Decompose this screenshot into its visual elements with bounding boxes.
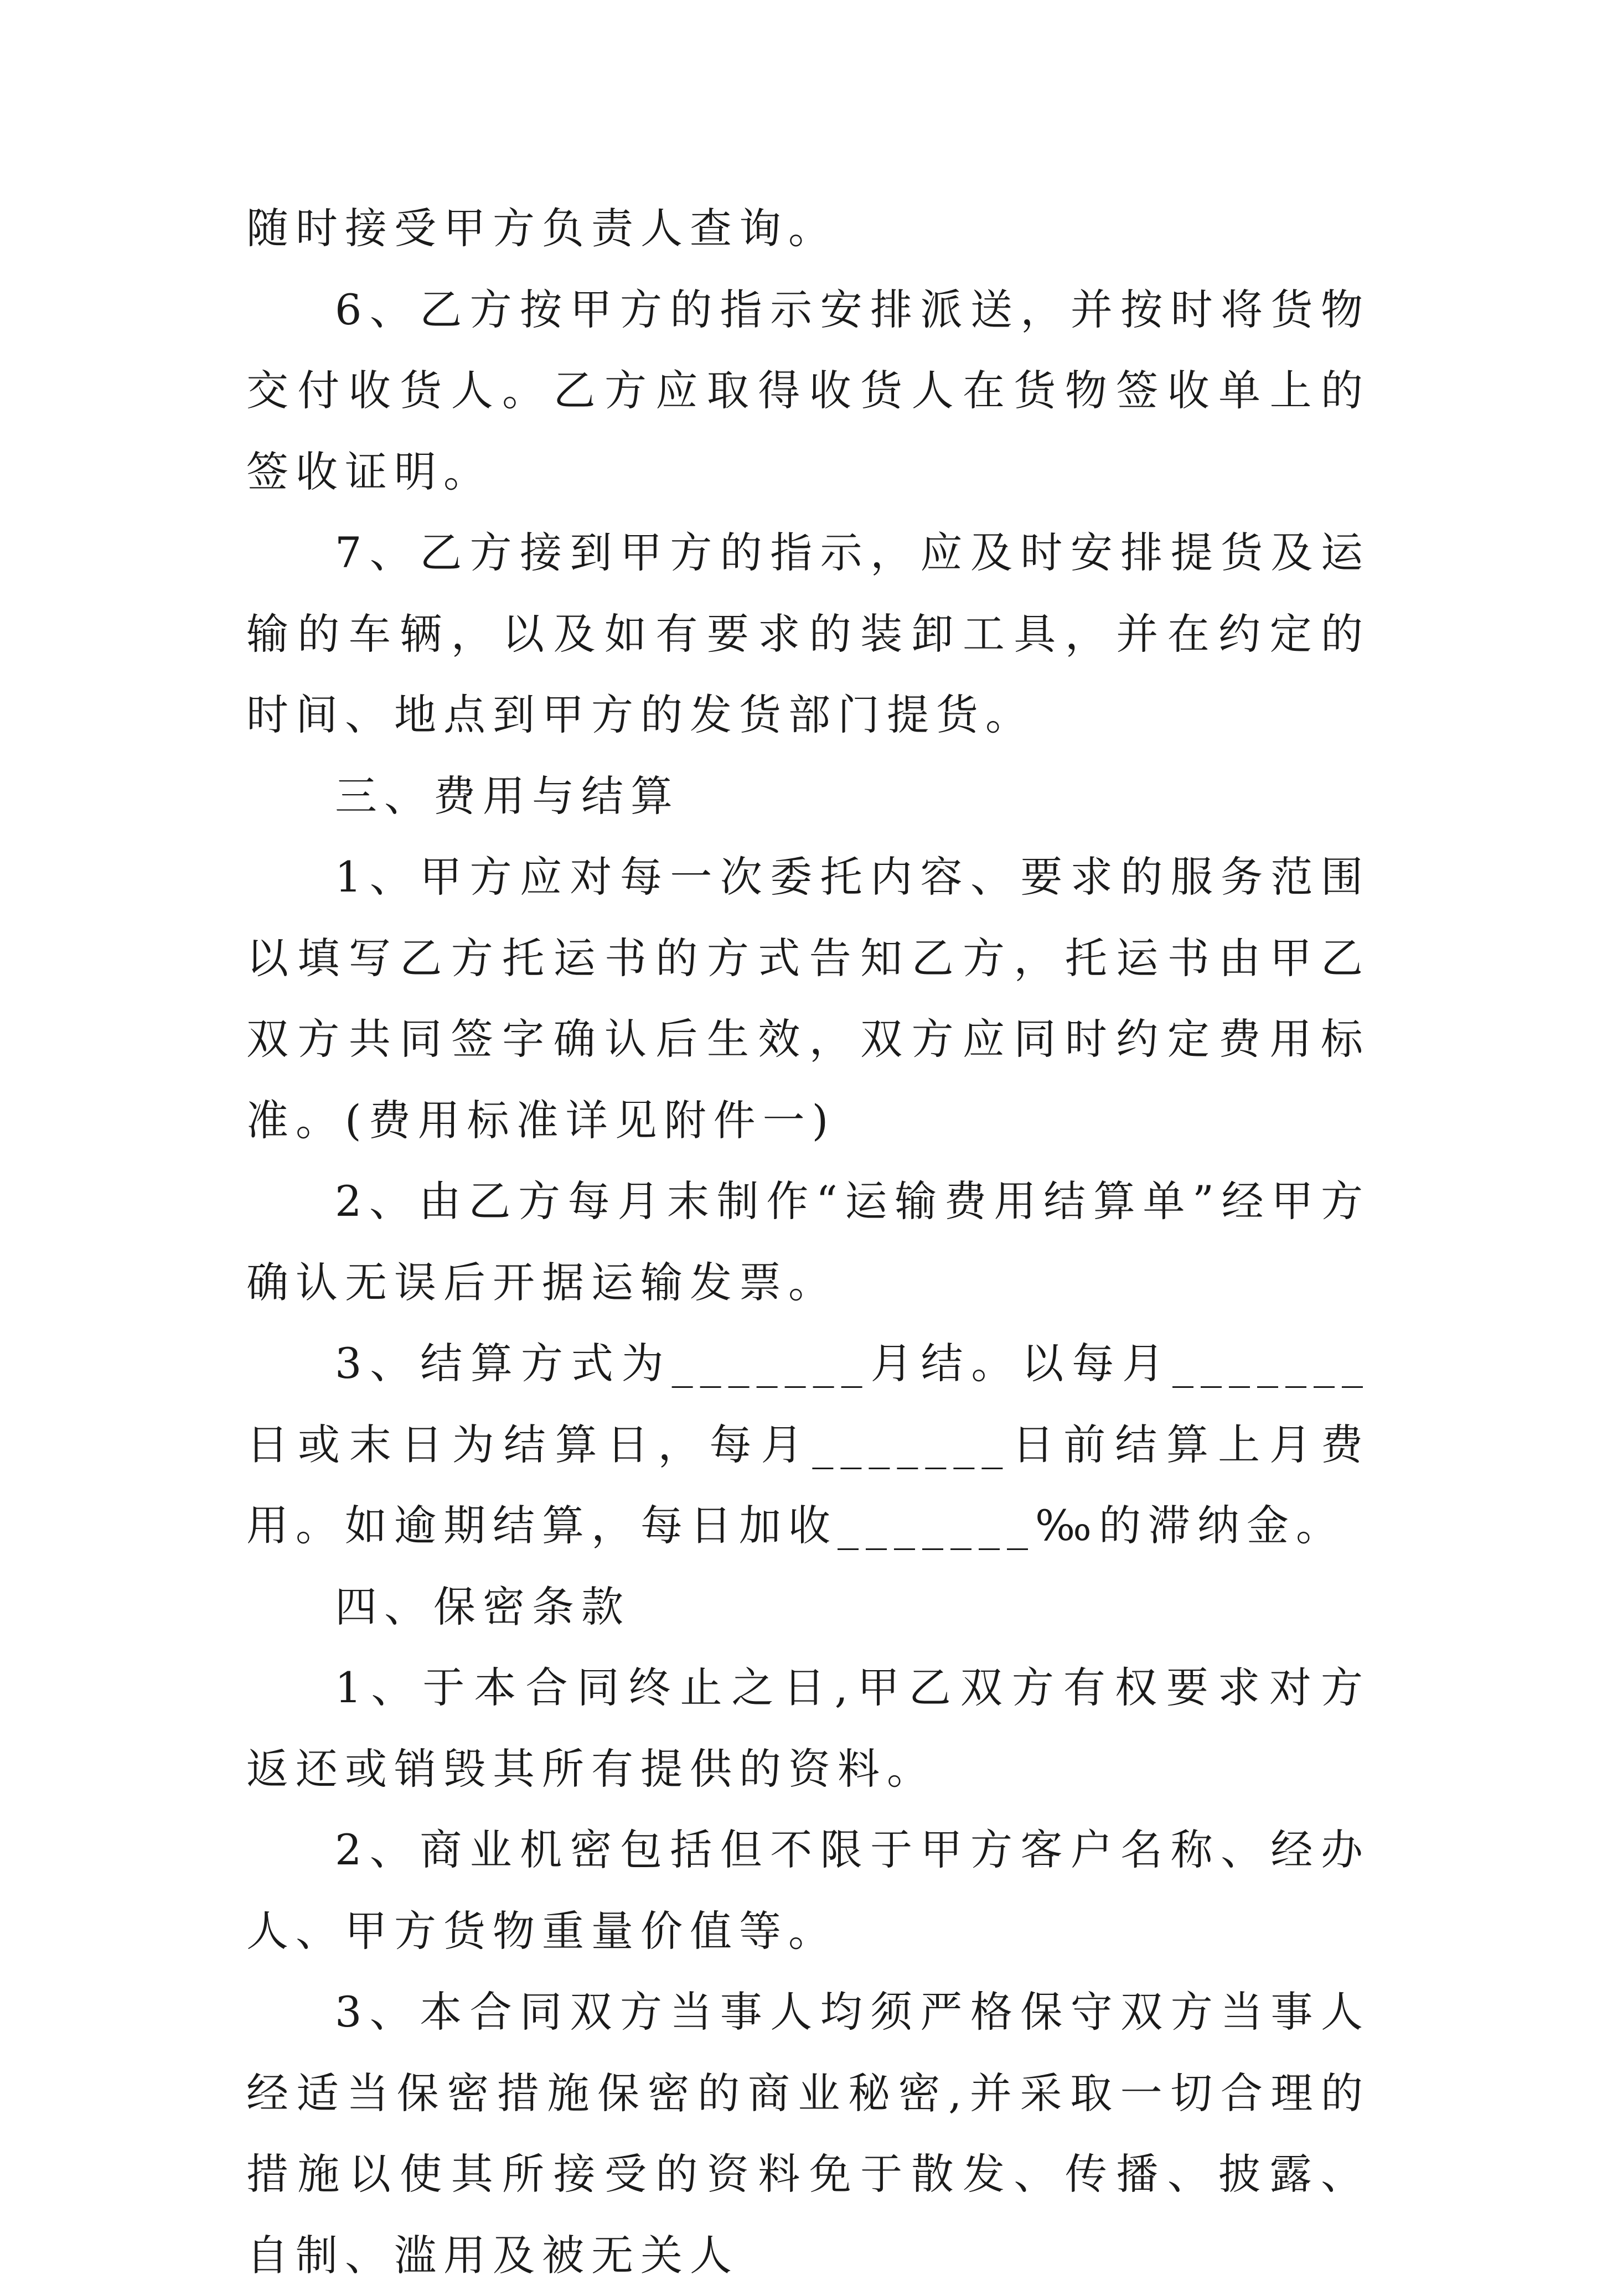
paragraph-clause-4-3: 3、本合同双方当事人均须严格保守双方当事人经适当保密措施保密的商业秘密,并采取一切合理的措施以使其所接受的资料免于散发、传播、披露、自制、滥用及被无关人: [246, 1987, 1370, 2280]
section-heading-confidentiality: 四、保密条款: [335, 1582, 631, 1631]
paragraph-clause-2-6: 6、乙方按甲方的指示安排派送，并按时将货物交付收货人。乙方应取得收货人在货物签收单上的签收证明。: [246, 284, 1370, 496]
paragraph-clause-4-1: 1、于本合同终止之日,甲乙双方有权要求对方返还或销毁其所有提供的资料。: [246, 1663, 1370, 1794]
paragraph-clause-3-2: 2、由乙方每月末制作“运输费用结算单”经甲方确认无误后开据运输发票。: [246, 1176, 1370, 1307]
paragraph-continuation: 随时接受甲方负责人查询。: [246, 204, 838, 253]
document-body: [246, 188, 1370, 2296]
paragraph-clause-3-1: 1、甲方应对每一次委托内容、要求的服务范围以填写乙方托运书的方式告知乙方，托运书由甲乙双方共同签字确认后生效，双方应同时约定费用标准。(费用标准详见附件一): [246, 852, 1370, 1145]
paragraph-clause-4-2: 2、商业机密包括但不限于甲方客户名称、经办人、甲方货物重量价值等。: [246, 1825, 1370, 1956]
section-heading-fees: 三、费用与结算: [335, 771, 680, 821]
paragraph-clause-2-7: 7、乙方接到甲方的指示，应及时安排提货及运输的车辆，以及如有要求的装卸工具，并在约定的时间、地点到甲方的发货部门提货。: [246, 528, 1370, 739]
paragraph-clause-3-3: 3、结算方式为_______月结。以每月_______日或末日为结算日，每月_______日前结算上月费用。如逾期结算，每日加收_______‰的滞纳金。: [246, 1339, 1370, 1550]
